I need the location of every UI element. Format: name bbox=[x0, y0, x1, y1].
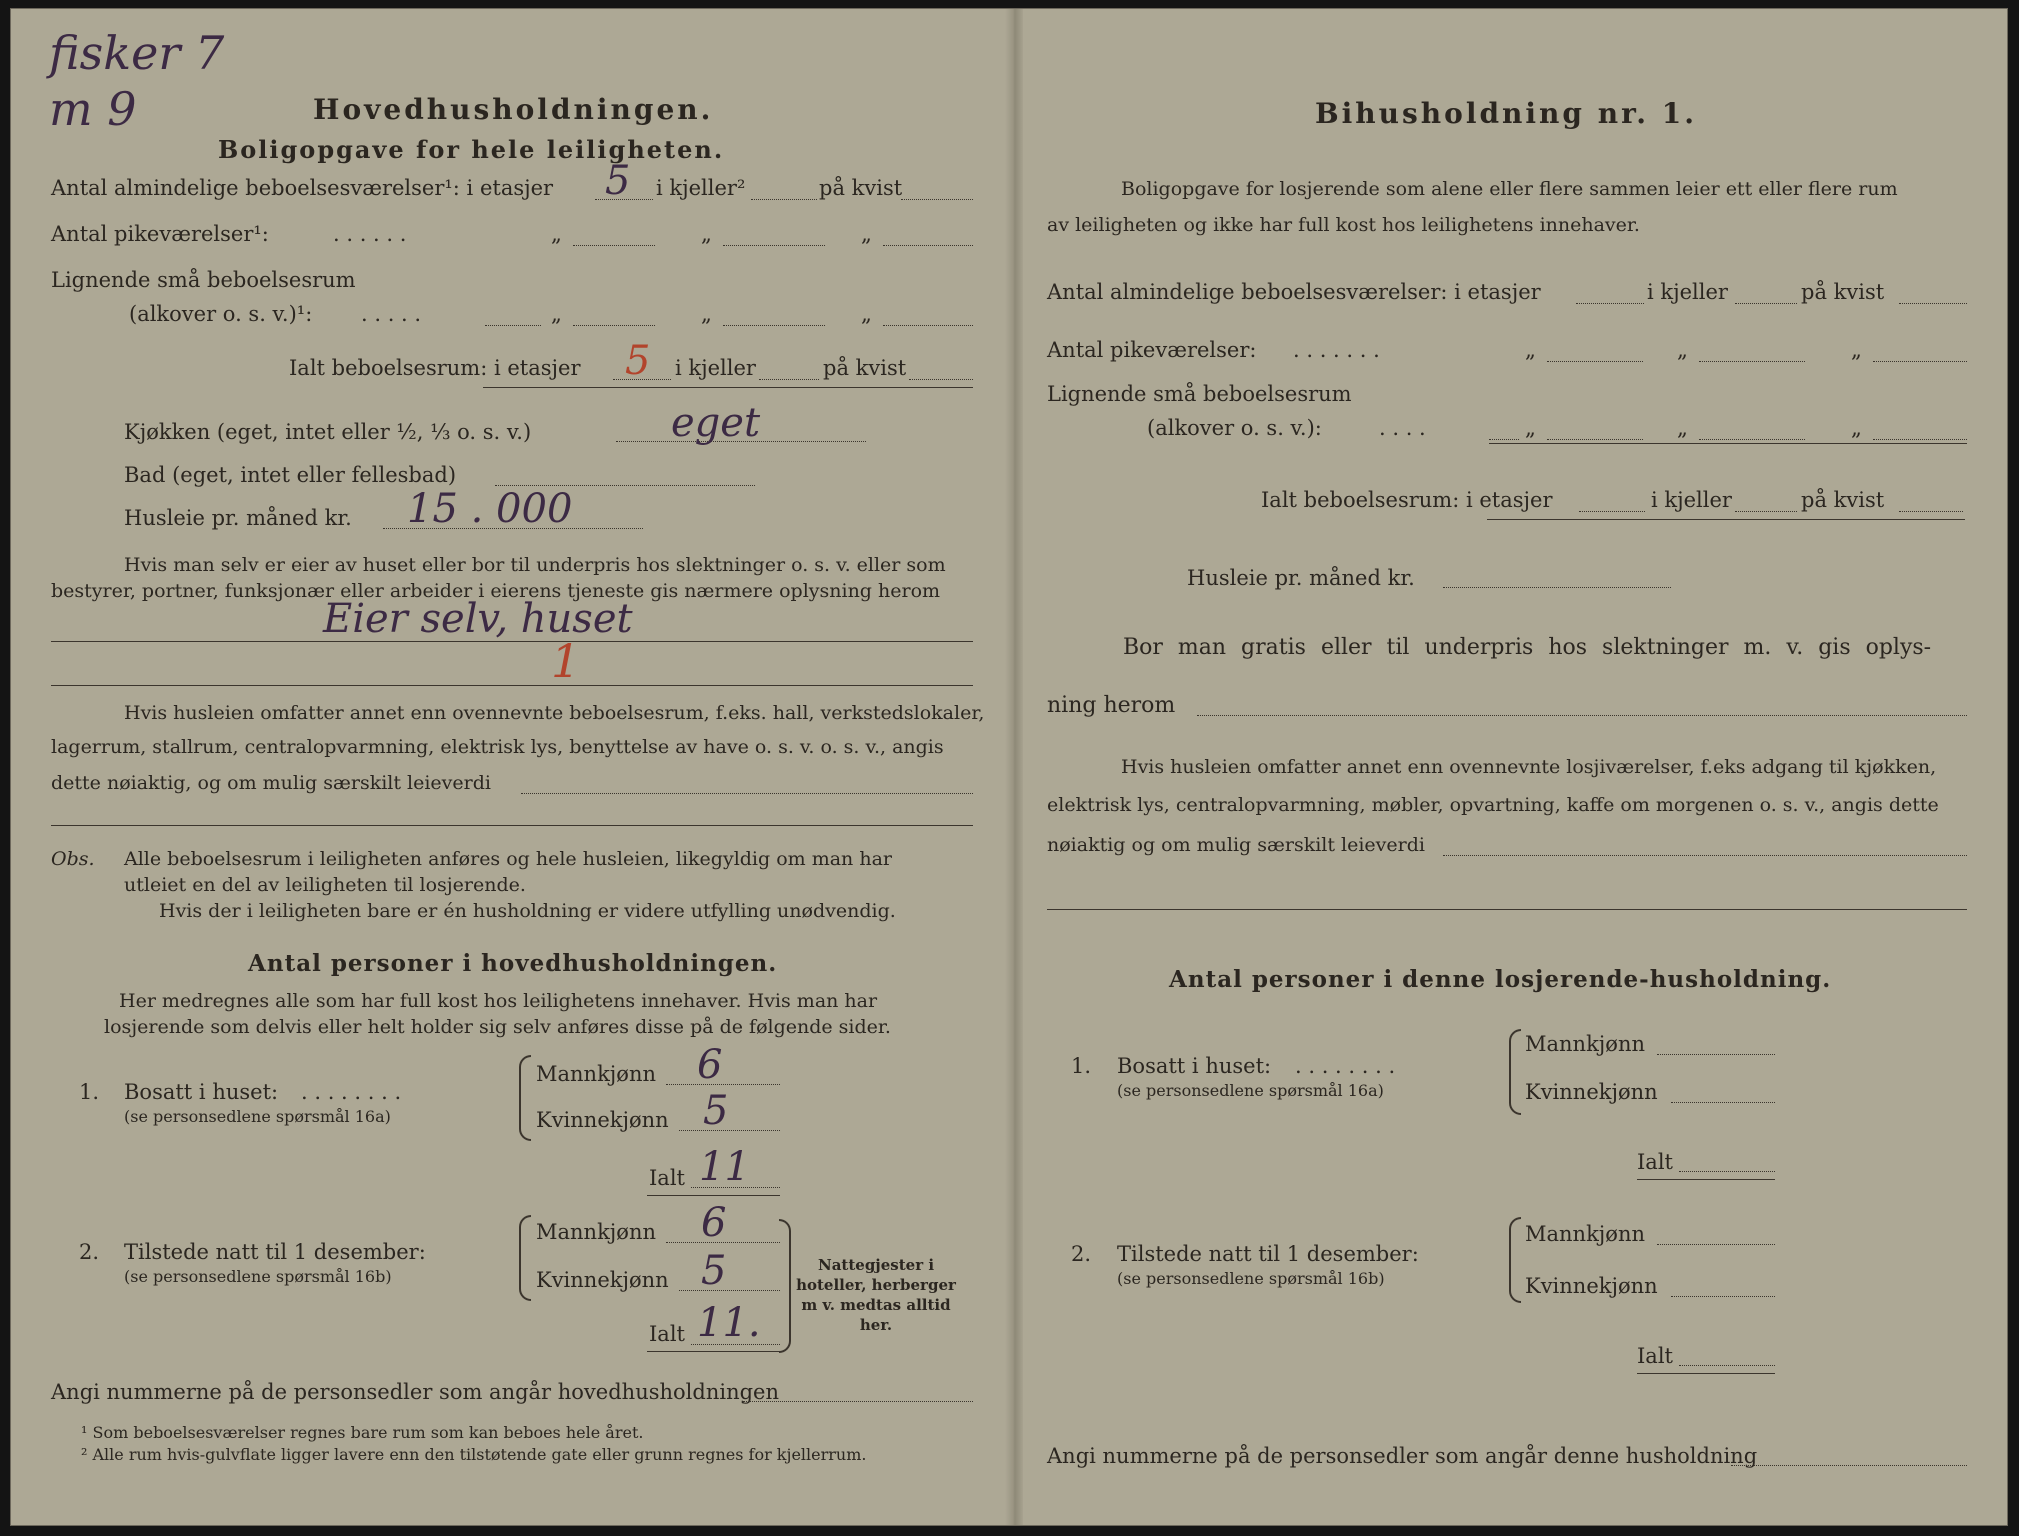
alcove-kjeller-field[interactable] bbox=[723, 325, 825, 326]
includes-field[interactable] bbox=[521, 793, 973, 794]
numbers-field-lodger[interactable] bbox=[1731, 1465, 1967, 1466]
lodger-q1-female-field[interactable] bbox=[1671, 1102, 1775, 1103]
footnote-2: ² Alle rum hvis-gulvflate ligger lavere enn den tilstøtende gate eller grunn regnes for kjellerrum. bbox=[81, 1445, 867, 1464]
lodger-q2-total-underline bbox=[1637, 1373, 1775, 1374]
rooms-label: Antal almindelige beboelsesværelser¹: i etasjer bbox=[51, 176, 554, 200]
hw-owner-mark: 1 bbox=[551, 634, 581, 688]
q2-female-field[interactable] bbox=[679, 1290, 780, 1291]
q1-label: Bosatt i huset: bbox=[124, 1080, 279, 1104]
maids-kjeller-field[interactable] bbox=[723, 245, 825, 246]
maids-kvist-field[interactable] bbox=[883, 245, 973, 246]
maids-rooms-label: Antal pikeværelser¹: bbox=[51, 222, 269, 246]
census-form-sheet bbox=[10, 8, 2008, 1526]
lodger-includes-line-1: Hvis husleien omfatter annet enn ovennevnte losjiværelser, f.eks adgang til kjøkken, bbox=[1121, 756, 1937, 778]
hw-kitchen: eget bbox=[671, 400, 761, 446]
numbers-label-main: Angi nummerne på de personsedler som angår hovedhusholdningen bbox=[51, 1380, 779, 1404]
lodger-maids-kvist-field[interactable] bbox=[1873, 361, 1967, 362]
ditto-mark: „ bbox=[1677, 416, 1688, 440]
lodger-q1-total-label: Ialt bbox=[1637, 1150, 1673, 1174]
obs-line-1: Alle beboelsesrum i leiligheten anføres og hele husleien, likegyldig om man har bbox=[124, 848, 892, 870]
numbers-field-main[interactable] bbox=[743, 1401, 973, 1402]
lodger-q1-male-label: Mannkjønn bbox=[1525, 1032, 1646, 1056]
ditto-mark: „ bbox=[861, 302, 872, 326]
hw-q2-total: 11. bbox=[697, 1300, 761, 1346]
rooms-kvist-field[interactable] bbox=[901, 199, 973, 200]
persons-heading-main: Antal personer i hovedhusholdningen. bbox=[248, 950, 778, 977]
lodger-q1-brace bbox=[1509, 1029, 1521, 1115]
total-rooms-label: Ialt beboelsesrum: i etasjer bbox=[289, 356, 581, 380]
lodger-intro-line-2: av leiligheten og ikke har full kost hos leilighetens innehaver. bbox=[1047, 214, 1640, 236]
q1-sub: (se personsedlene spørsmål 16a) bbox=[124, 1107, 391, 1126]
total-kjeller-field[interactable] bbox=[759, 379, 819, 380]
ditto-mark: „ bbox=[1677, 338, 1688, 362]
alcove-label: Lignende små beboelsesrum bbox=[51, 268, 356, 292]
page-heading-sub: Bihusholdning nr. 1. bbox=[1315, 97, 1697, 130]
q1-female-label: Kvinnekjønn bbox=[536, 1108, 669, 1132]
lodger-q2-male-label: Mannkjønn bbox=[1525, 1222, 1646, 1246]
q2-label: Tilstede natt til 1 desember: bbox=[124, 1240, 426, 1264]
lodger-q2-female-field[interactable] bbox=[1671, 1296, 1775, 1297]
lodger-q1-female-label: Kvinnekjønn bbox=[1525, 1080, 1658, 1104]
q1-male-field[interactable] bbox=[666, 1084, 780, 1085]
rooms-kjeller-label: i kjeller² bbox=[656, 176, 746, 200]
lodger-maids-etasjer-field[interactable] bbox=[1547, 361, 1643, 362]
handwritten-corner-note-1: fisker 7 bbox=[49, 26, 225, 80]
lodger-q2-male-field[interactable] bbox=[1657, 1244, 1775, 1245]
q2-female-label: Kvinnekjønn bbox=[536, 1268, 669, 1292]
q1-total-underline bbox=[647, 1195, 780, 1196]
alcove-lead-field bbox=[485, 325, 541, 326]
lodger-alcove-kjeller-field[interactable] bbox=[1699, 439, 1805, 440]
lodger-maids-dots: . . . . . . . bbox=[1293, 338, 1380, 362]
lodger-q2-label: Tilstede natt til 1 desember: bbox=[1117, 1242, 1419, 1266]
page-heading-main: Hovedhusholdningen. bbox=[313, 93, 714, 126]
lodger-total-kjeller-label: i kjeller bbox=[1651, 488, 1732, 512]
ditto-mark: „ bbox=[1525, 416, 1536, 440]
total-underline bbox=[483, 387, 973, 388]
hw-q1-total: 11 bbox=[699, 1144, 750, 1190]
total-kvist-field[interactable] bbox=[909, 379, 973, 380]
bath-label: Bad (eget, intet eller fellesbad) bbox=[124, 463, 457, 487]
hw-total-etasjer: 5 bbox=[625, 338, 651, 384]
ditto-mark: „ bbox=[1851, 338, 1862, 362]
lodger-q1-total-field[interactable] bbox=[1679, 1171, 1775, 1172]
numbers-label-lodger: Angi nummerne på de personsedler som angår denne husholdning bbox=[1047, 1444, 1758, 1468]
q1-brace bbox=[519, 1055, 531, 1141]
lodger-includes-line-3: nøiaktig og om mulig særskilt leieverdi bbox=[1047, 834, 1425, 856]
maids-rooms-dots: . . . . . . bbox=[333, 222, 407, 246]
lodger-rooms-label: Antal almindelige beboelsesværelser: i etasjer bbox=[1047, 280, 1541, 304]
hw-q1-female: 5 bbox=[703, 1088, 729, 1134]
obs-line-3: Hvis der i leiligheten bare er én husholdning er videre utfylling unødvendig. bbox=[159, 900, 896, 922]
total-kvist-label: på kvist bbox=[823, 356, 907, 380]
hw-q2-female: 5 bbox=[701, 1248, 727, 1294]
persons-heading-lodger: Antal personer i denne losjerende-husholdning. bbox=[1169, 966, 1832, 993]
lodger-total-kvist-field[interactable] bbox=[1899, 511, 1963, 512]
lodger-q1-number: 1. bbox=[1071, 1054, 1092, 1078]
q2-brace bbox=[519, 1215, 531, 1301]
lodger-q1-dots: . . . . . . . . bbox=[1295, 1054, 1396, 1078]
lodger-alcove-etasjer-field[interactable] bbox=[1547, 439, 1643, 440]
lodger-q2-sub: (se personsedlene spørsmål 16b) bbox=[1117, 1269, 1385, 1288]
includes-text-line-1: Hvis husleien omfatter annet enn ovennevnte beboelsesrum, f.eks. hall, verkstedslokaler, bbox=[124, 702, 985, 724]
page-fold bbox=[1005, 9, 1023, 1525]
owner-line-1[interactable] bbox=[51, 641, 973, 642]
q2-male-label: Mannkjønn bbox=[536, 1220, 657, 1244]
hw-q1-male: 6 bbox=[697, 1042, 723, 1088]
alcove-kvist-field[interactable] bbox=[883, 325, 973, 326]
ditto-mark: „ bbox=[551, 222, 562, 246]
lodger-alcove-kvist-field[interactable] bbox=[1873, 439, 1967, 440]
lodger-q2-female-label: Kvinnekjønn bbox=[1525, 1274, 1658, 1298]
lodger-q1-male-field[interactable] bbox=[1657, 1054, 1775, 1055]
lodger-total-etasjer-field[interactable] bbox=[1579, 511, 1645, 512]
q2-total-label: Ialt bbox=[649, 1322, 685, 1346]
free-rent-line-1: Bor man gratis eller til underpris hos slektninger m. v. gis oplys- bbox=[1123, 635, 1932, 660]
free-rent-line-2: ning herom bbox=[1047, 693, 1176, 718]
lodger-rooms-kvist-field[interactable] bbox=[1899, 303, 1967, 304]
lodger-maids-kjeller-field[interactable] bbox=[1699, 361, 1805, 362]
lodger-total-label: Ialt beboelsesrum: i etasjer bbox=[1261, 488, 1553, 512]
rooms-kvist-label: på kvist bbox=[819, 176, 903, 200]
rooms-kjeller-field[interactable] bbox=[751, 199, 817, 200]
owner-line-2[interactable] bbox=[51, 685, 973, 686]
persons-text-line-1: Her medregnes alle som har full kost hos leilighetens innehaver. Hvis man har bbox=[119, 990, 878, 1012]
lodger-rent-label: Husleie pr. måned kr. bbox=[1187, 566, 1415, 590]
ditto-mark: „ bbox=[861, 222, 872, 246]
hw-rooms-etasjer: 5 bbox=[605, 158, 631, 204]
alcove-dots: . . . . . bbox=[361, 302, 422, 326]
includes-text-line-3: dette nøiaktig, og om mulig særskilt leieverdi bbox=[51, 772, 491, 794]
lodger-alcove-label: Lignende små beboelsesrum bbox=[1047, 382, 1352, 406]
lodger-q1-total-underline bbox=[1637, 1179, 1775, 1180]
ditto-mark: „ bbox=[701, 222, 712, 246]
lodger-q2-total-field[interactable] bbox=[1679, 1365, 1775, 1366]
lodger-rent-field[interactable] bbox=[1443, 587, 1671, 588]
ditto-mark: „ bbox=[551, 302, 562, 326]
lodger-intro-line-1: Boligopgave for losjerende som alene eller flere sammen leier ett eller flere rum bbox=[1121, 178, 1898, 200]
lodger-alcove-lead-field bbox=[1489, 439, 1519, 440]
total-kjeller-label: i kjeller bbox=[675, 356, 756, 380]
q1-male-label: Mannkjønn bbox=[536, 1062, 657, 1086]
lodger-q1-label: Bosatt i huset: bbox=[1117, 1054, 1272, 1078]
alcove-label-sub: (alkover o. s. v.)¹: bbox=[129, 302, 313, 326]
ditto-mark: „ bbox=[701, 302, 712, 326]
rent-label: Husleie pr. måned kr. bbox=[124, 506, 352, 530]
ditto-mark: „ bbox=[1525, 338, 1536, 362]
lodger-rooms-etasjer-field[interactable] bbox=[1576, 303, 1644, 304]
lodger-q2-brace bbox=[1509, 1217, 1521, 1303]
q1-female-field[interactable] bbox=[679, 1130, 780, 1131]
q1-number: 1. bbox=[79, 1080, 100, 1104]
lodger-q1-sub: (se personsedlene spørsmål 16a) bbox=[1117, 1081, 1384, 1100]
q2-number: 2. bbox=[79, 1240, 100, 1264]
hw-q2-male: 6 bbox=[701, 1200, 727, 1246]
obs-line-2: utleiet en del av leiligheten til losjerende. bbox=[124, 874, 526, 896]
lodger-total-underline bbox=[1487, 519, 1965, 520]
kitchen-label: Kjøkken (eget, intet eller ½, ⅓ o. s. v.) bbox=[124, 420, 532, 444]
owner-text-line-1: Hvis man selv er eier av huset eller bor til underpris hos slektninger o. s. v. eller som bbox=[124, 554, 946, 576]
q2-sub: (se personsedlene spørsmål 16b) bbox=[124, 1267, 392, 1286]
includes-line[interactable] bbox=[51, 825, 973, 826]
alcove-etasjer-field[interactable] bbox=[573, 325, 655, 326]
lodger-rooms-kvist-label: på kvist bbox=[1801, 280, 1885, 304]
lodger-includes-line-2: elektrisk lys, centralopvarmning, møbler, opvartning, kaffe om morgenen o. s. v., angis dette bbox=[1047, 794, 1939, 816]
lodger-alcove-dots: . . . . bbox=[1379, 416, 1426, 440]
lodger-total-kjeller-field[interactable] bbox=[1735, 511, 1797, 512]
q2-total-underline bbox=[647, 1351, 780, 1352]
lodger-q2-total-label: Ialt bbox=[1637, 1344, 1673, 1368]
lodger-rooms-kjeller-field[interactable] bbox=[1735, 303, 1797, 304]
obs-label: Obs. bbox=[51, 848, 95, 870]
footnote-1: ¹ Som beboelsesværelser regnes bare rum som kan beboes hele året. bbox=[81, 1423, 644, 1442]
lodger-includes-field[interactable] bbox=[1443, 855, 1967, 856]
lodger-maids-label: Antal pikeværelser: bbox=[1047, 338, 1257, 362]
handwritten-corner-note-2: m 9 bbox=[49, 82, 137, 136]
owner-text-line-2: bestyrer, portner, funksjonær eller arbeider i eierens tjeneste gis nærmere oplysning herom bbox=[51, 580, 941, 602]
lodger-alcove-underline bbox=[1489, 443, 1967, 444]
page-subheading-main: Boligopgave for hele leiligheten. bbox=[218, 135, 725, 164]
free-rent-field[interactable] bbox=[1197, 715, 1967, 716]
q2-right-brace bbox=[779, 1219, 791, 1353]
maids-etasjer-field[interactable] bbox=[573, 245, 655, 246]
hw-rent: 15 . 000 bbox=[407, 486, 573, 532]
lodger-rooms-kjeller-label: i kjeller bbox=[1647, 280, 1728, 304]
q1-dots: . . . . . . . . bbox=[301, 1080, 402, 1104]
q1-total-label: Ialt bbox=[649, 1166, 685, 1190]
lodger-includes-line[interactable] bbox=[1047, 909, 1967, 910]
lodger-q2-number: 2. bbox=[1071, 1242, 1092, 1266]
includes-text-line-2: lagerrum, stallrum, centralopvarmning, elektrisk lys, benyttelse av have o. s. v. o. s. v., angis bbox=[51, 736, 944, 758]
lodger-alcove-label-sub: (alkover o. s. v.): bbox=[1147, 416, 1322, 440]
night-guests-note: Nattegjester i hoteller, herberger m v. medtas alltid her. bbox=[796, 1256, 956, 1334]
hw-owner: Eier selv, huset bbox=[323, 596, 633, 642]
ditto-mark: „ bbox=[1851, 416, 1862, 440]
lodger-total-kvist-label: på kvist bbox=[1801, 488, 1885, 512]
persons-text-line-2: losjerende som delvis eller helt holder sig selv anføres disse på de følgende sider. bbox=[104, 1016, 891, 1038]
